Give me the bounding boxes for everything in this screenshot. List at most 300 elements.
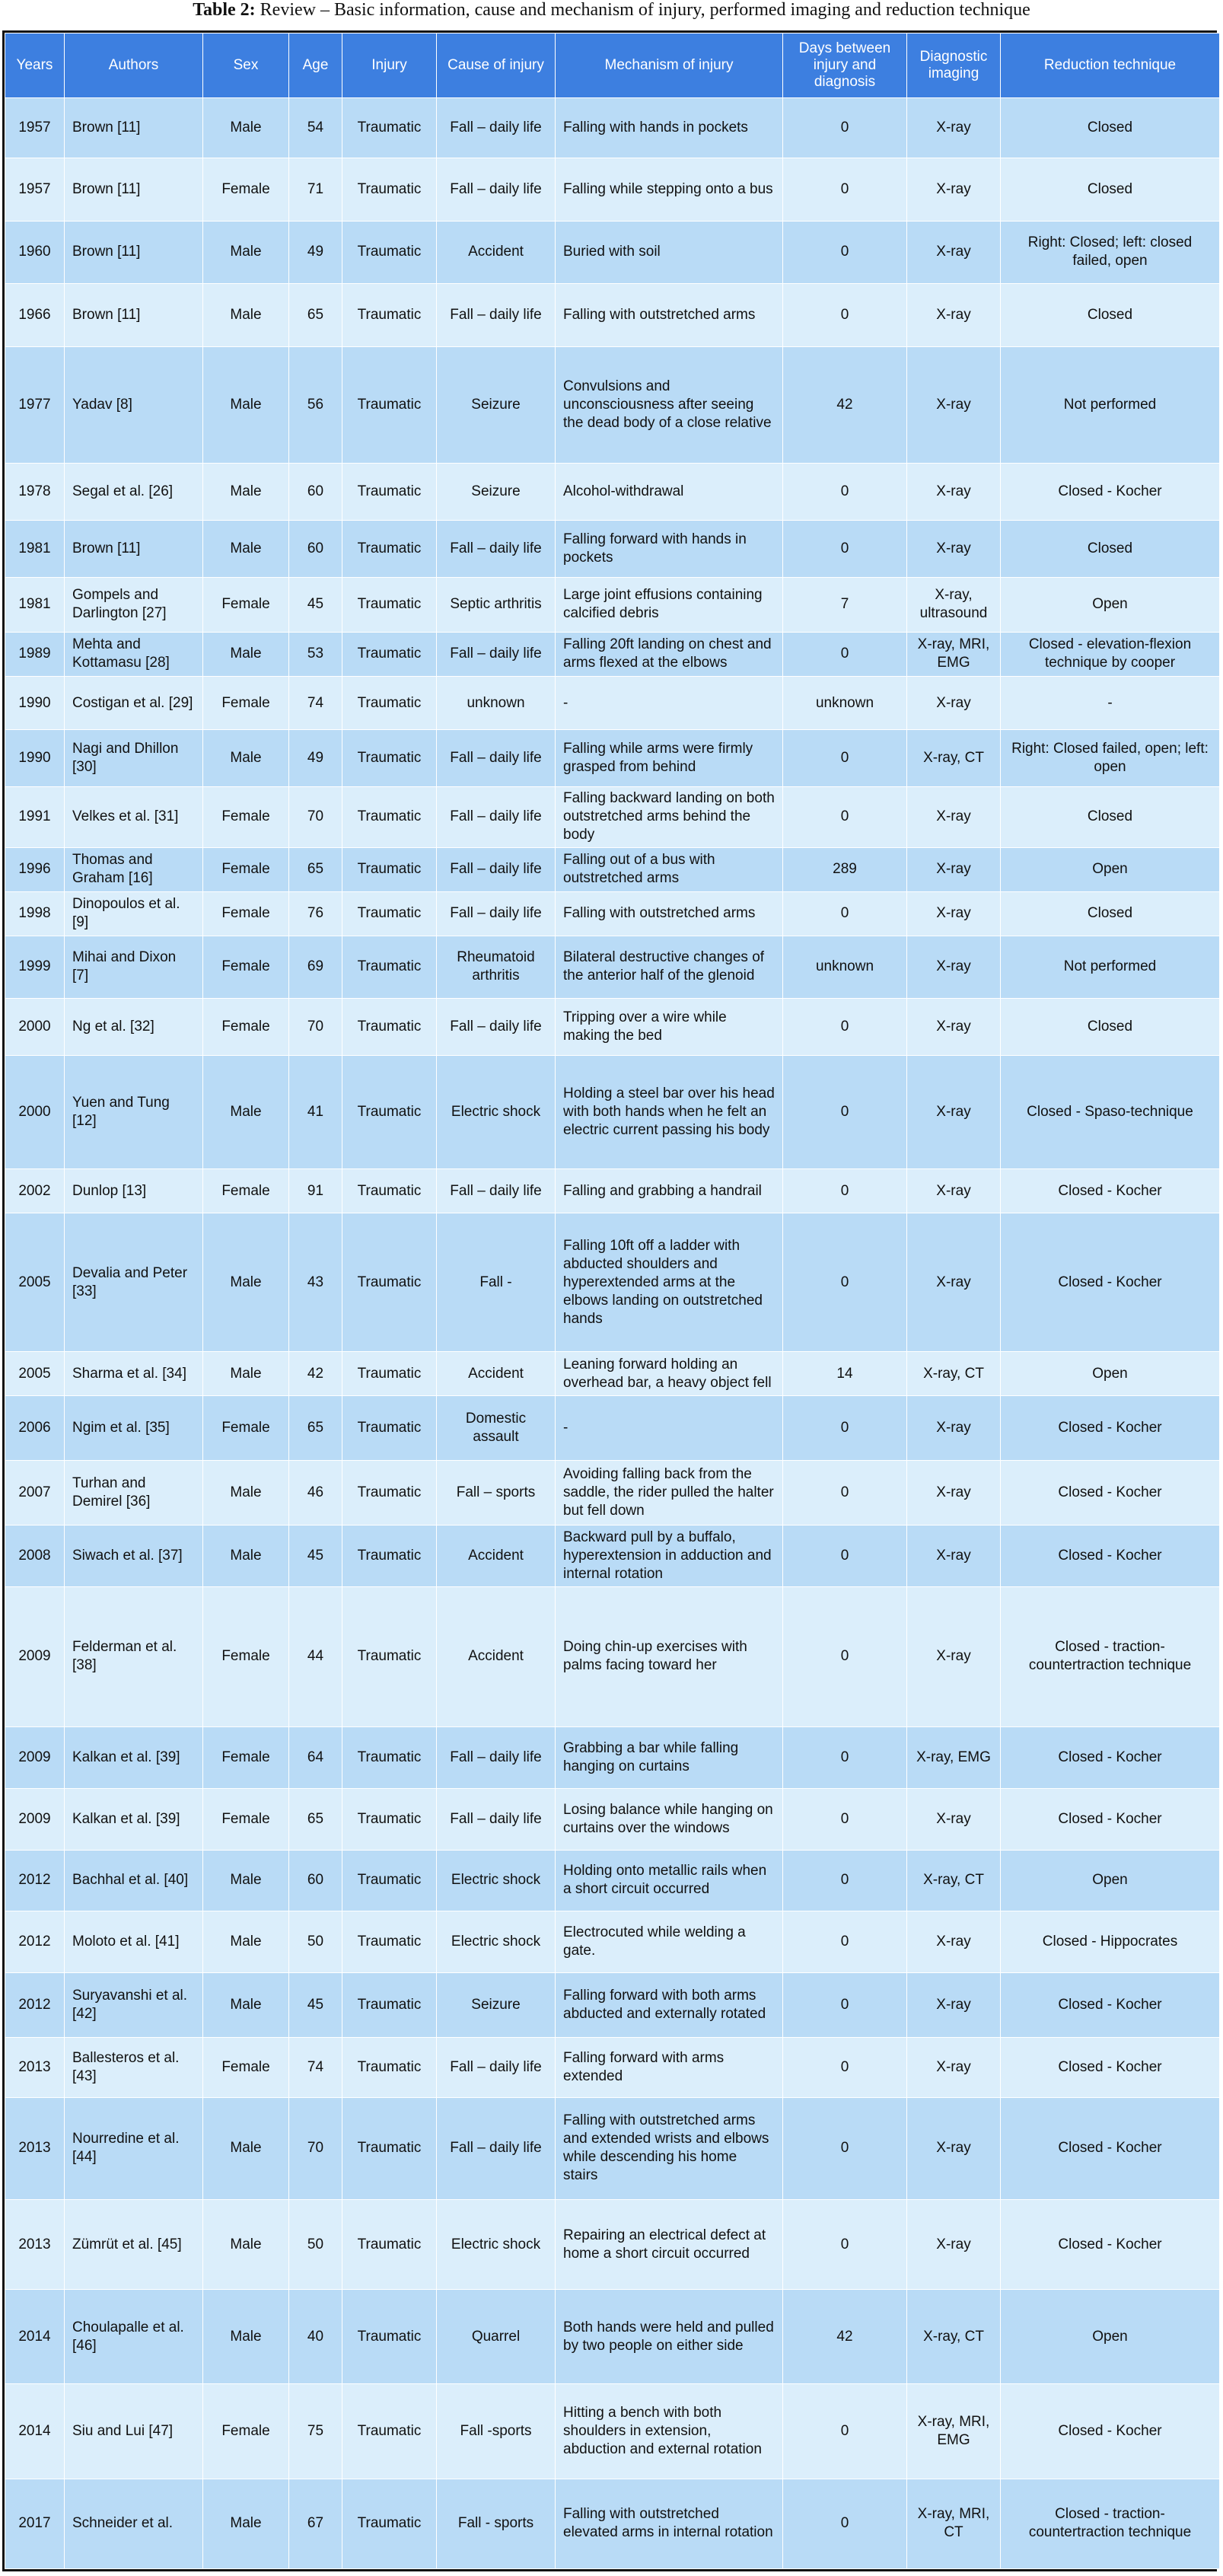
- cell-diagnostic-imaging: X-ray: [907, 786, 1001, 847]
- cell-injury: Traumatic: [342, 786, 437, 847]
- caption-text: Review – Basic information, cause and mechanism of injury, performed imaging and reduction technique: [255, 0, 1030, 20]
- cell-sex: Female: [203, 1788, 289, 1850]
- cell-reduction-technique: Closed - Kocher: [1001, 2200, 1220, 2290]
- table-body: [5, 98, 1220, 2569]
- cell-injury: Traumatic: [342, 1169, 437, 1213]
- cell-injury: Traumatic: [342, 464, 437, 521]
- cell-diagnostic-imaging: X-ray: [907, 999, 1001, 1056]
- cell-mechanism-of-injury: Backward pull by a buffalo, hyperextension in adduction and internal rotation: [556, 1525, 783, 1586]
- cell-years: 1966: [5, 284, 65, 347]
- cell-authors: Turhan and Demirel [36]: [65, 1461, 203, 1526]
- cell-cause-of-injury: Fall – sports: [437, 1461, 556, 1526]
- cell-days-between-injury-and-diagnosis: 0: [783, 786, 907, 847]
- cell-diagnostic-imaging: X-ray: [907, 847, 1001, 891]
- cell-cause-of-injury: Domestic assault: [437, 1396, 556, 1461]
- cell-cause-of-injury: Fall – daily life: [437, 891, 556, 936]
- cell-age: 65: [289, 847, 342, 891]
- cell-injury: Traumatic: [342, 2384, 437, 2479]
- cell-age: 45: [289, 1973, 342, 2038]
- cell-age: 74: [289, 2037, 342, 2097]
- cell-days-between-injury-and-diagnosis: 0: [783, 1461, 907, 1526]
- cell-days-between-injury-and-diagnosis: 0: [783, 1396, 907, 1461]
- cell-cause-of-injury: Fall - sports: [437, 2479, 556, 2568]
- cell-authors: Dunlop [13]: [65, 1169, 203, 1213]
- cell-cause-of-injury: Accident: [437, 1525, 556, 1586]
- cell-years: 1981: [5, 577, 65, 632]
- cell-sex: Male: [203, 1911, 289, 1973]
- table-row: [5, 936, 1220, 999]
- cell-mechanism-of-injury: Hitting a bench with both shoulders in extension, abduction and external rotation: [556, 2384, 783, 2479]
- cell-cause-of-injury: Fall – daily life: [437, 1727, 556, 1789]
- cell-diagnostic-imaging: X-ray: [907, 98, 1001, 158]
- cell-years: 2014: [5, 2384, 65, 2479]
- cell-injury: Traumatic: [342, 1788, 437, 1850]
- cell-sex: Male: [203, 2290, 289, 2384]
- cell-cause-of-injury: Rheumatoid arthritis: [437, 936, 556, 999]
- cell-days-between-injury-and-diagnosis: 0: [783, 632, 907, 676]
- cell-mechanism-of-injury: Falling 20ft landing on chest and arms flexed at the elbows: [556, 632, 783, 676]
- cell-sex: Male: [203, 2097, 289, 2200]
- cell-reduction-technique: Closed - Kocher: [1001, 1213, 1220, 1351]
- cell-authors: Velkes et al. [31]: [65, 786, 203, 847]
- cell-sex: Male: [203, 284, 289, 347]
- cell-years: 2009: [5, 1727, 65, 1789]
- cell-reduction-technique: Closed - Kocher: [1001, 2097, 1220, 2200]
- table-row: [5, 1525, 1220, 1586]
- cell-reduction-technique: Right: Closed; left: closed failed, open: [1001, 221, 1220, 284]
- cell-sex: Male: [203, 1352, 289, 1396]
- cell-diagnostic-imaging: X-ray, CT: [907, 1352, 1001, 1396]
- table-row: [5, 2037, 1220, 2097]
- cell-diagnostic-imaging: X-ray: [907, 676, 1001, 729]
- table-row: [5, 158, 1220, 221]
- cell-days-between-injury-and-diagnosis: 42: [783, 347, 907, 464]
- cell-diagnostic-imaging: X-ray, CT: [907, 2290, 1001, 2384]
- cell-years: 1957: [5, 158, 65, 221]
- table-row: [5, 2200, 1220, 2290]
- cell-authors: Dinopoulos et al. [9]: [65, 891, 203, 936]
- review-table-container: [2, 30, 1217, 2571]
- cell-reduction-technique: Closed: [1001, 520, 1220, 577]
- cell-reduction-technique: Closed: [1001, 891, 1220, 936]
- cell-diagnostic-imaging: X-ray: [907, 520, 1001, 577]
- cell-reduction-technique: Closed - traction-countertraction technique: [1001, 1586, 1220, 1726]
- cell-age: 49: [289, 221, 342, 284]
- cell-authors: Brown [11]: [65, 221, 203, 284]
- cell-authors: Ngim et al. [35]: [65, 1396, 203, 1461]
- cell-cause-of-injury: Electric shock: [437, 1850, 556, 1911]
- cell-years: 2005: [5, 1352, 65, 1396]
- cell-cause-of-injury: Electric shock: [437, 1055, 556, 1168]
- cell-mechanism-of-injury: Falling with outstretched arms: [556, 284, 783, 347]
- cell-years: 1960: [5, 221, 65, 284]
- cell-years: 2012: [5, 1973, 65, 2038]
- cell-age: 43: [289, 1213, 342, 1351]
- cell-days-between-injury-and-diagnosis: 0: [783, 221, 907, 284]
- table-row: [5, 2290, 1220, 2384]
- cell-cause-of-injury: Fall – daily life: [437, 847, 556, 891]
- cell-reduction-technique: Closed: [1001, 786, 1220, 847]
- cell-mechanism-of-injury: Avoiding falling back from the saddle, the rider pulled the halter but fell down: [556, 1461, 783, 1526]
- table-row: [5, 1973, 1220, 2038]
- cell-reduction-technique: Closed: [1001, 98, 1220, 158]
- cell-reduction-technique: -: [1001, 676, 1220, 729]
- cell-sex: Male: [203, 2479, 289, 2568]
- cell-mechanism-of-injury: Tripping over a wire while making the bed: [556, 999, 783, 1056]
- cell-diagnostic-imaging: X-ray: [907, 2097, 1001, 2200]
- cell-days-between-injury-and-diagnosis: 7: [783, 577, 907, 632]
- cell-days-between-injury-and-diagnosis: 0: [783, 98, 907, 158]
- cell-authors: Thomas and Graham [16]: [65, 847, 203, 891]
- cell-authors: Ng et al. [32]: [65, 999, 203, 1056]
- cell-cause-of-injury: Fall – daily life: [437, 786, 556, 847]
- cell-years: 1996: [5, 847, 65, 891]
- cell-reduction-technique: Open: [1001, 2290, 1220, 2384]
- cell-years: 2013: [5, 2200, 65, 2290]
- column-header-diagnostic-imaging: Diagnostic imaging: [907, 33, 1001, 98]
- cell-sex: Male: [203, 98, 289, 158]
- cell-injury: Traumatic: [342, 676, 437, 729]
- cell-authors: Mihai and Dixon [7]: [65, 936, 203, 999]
- cell-authors: Kalkan et al. [39]: [65, 1788, 203, 1850]
- cell-reduction-technique: Closed - Hippocrates: [1001, 1911, 1220, 1973]
- cell-years: 2014: [5, 2290, 65, 2384]
- column-header-sex: Sex: [203, 33, 289, 98]
- cell-age: 46: [289, 1461, 342, 1526]
- table-row: [5, 520, 1220, 577]
- cell-years: 2013: [5, 2097, 65, 2200]
- cell-days-between-injury-and-diagnosis: 0: [783, 1055, 907, 1168]
- cell-diagnostic-imaging: X-ray: [907, 2200, 1001, 2290]
- cell-injury: Traumatic: [342, 577, 437, 632]
- cell-days-between-injury-and-diagnosis: 14: [783, 1352, 907, 1396]
- cell-cause-of-injury: Seizure: [437, 1973, 556, 2038]
- cell-reduction-technique: Closed - traction-countertraction technique: [1001, 2479, 1220, 2568]
- cell-sex: Female: [203, 158, 289, 221]
- cell-mechanism-of-injury: Falling while stepping onto a bus: [556, 158, 783, 221]
- cell-injury: Traumatic: [342, 730, 437, 787]
- cell-days-between-injury-and-diagnosis: 0: [783, 2097, 907, 2200]
- table-row: [5, 577, 1220, 632]
- cell-authors: Kalkan et al. [39]: [65, 1727, 203, 1789]
- cell-days-between-injury-and-diagnosis: 0: [783, 284, 907, 347]
- cell-injury: Traumatic: [342, 1213, 437, 1351]
- cell-diagnostic-imaging: X-ray, MRI, EMG: [907, 2384, 1001, 2479]
- cell-authors: Mehta and Kottamasu [28]: [65, 632, 203, 676]
- cell-years: 2009: [5, 1586, 65, 1726]
- table-row: [5, 98, 1220, 158]
- cell-sex: Male: [203, 1525, 289, 1586]
- cell-years: 1977: [5, 347, 65, 464]
- cell-injury: Traumatic: [342, 2479, 437, 2568]
- table-row: [5, 676, 1220, 729]
- cell-cause-of-injury: Fall – daily life: [437, 730, 556, 787]
- cell-age: 75: [289, 2384, 342, 2479]
- table-row: [5, 786, 1220, 847]
- cell-age: 65: [289, 1788, 342, 1850]
- cell-age: 45: [289, 577, 342, 632]
- cell-cause-of-injury: unknown: [437, 676, 556, 729]
- cell-sex: Female: [203, 1586, 289, 1726]
- table-row: [5, 1911, 1220, 1973]
- cell-years: 1978: [5, 464, 65, 521]
- cell-cause-of-injury: Fall – daily life: [437, 98, 556, 158]
- cell-mechanism-of-injury: Holding a steel bar over his head with both hands when he felt an electric current passing his body: [556, 1055, 783, 1168]
- cell-age: 54: [289, 98, 342, 158]
- table-row: [5, 999, 1220, 1056]
- cell-authors: Gompels and Darlington [27]: [65, 577, 203, 632]
- cell-cause-of-injury: Fall – daily life: [437, 999, 556, 1056]
- cell-injury: Traumatic: [342, 2200, 437, 2290]
- cell-cause-of-injury: Electric shock: [437, 2200, 556, 2290]
- cell-days-between-injury-and-diagnosis: 0: [783, 158, 907, 221]
- cell-reduction-technique: Right: Closed failed, open; left: open: [1001, 730, 1220, 787]
- cell-mechanism-of-injury: Falling forward with arms extended: [556, 2037, 783, 2097]
- cell-mechanism-of-injury: Electrocuted while welding a gate.: [556, 1911, 783, 1973]
- cell-days-between-injury-and-diagnosis: 0: [783, 1169, 907, 1213]
- cell-years: 1989: [5, 632, 65, 676]
- cell-diagnostic-imaging: X-ray: [907, 2037, 1001, 2097]
- cell-days-between-injury-and-diagnosis: 0: [783, 1973, 907, 2038]
- cell-age: 60: [289, 520, 342, 577]
- cell-reduction-technique: Not performed: [1001, 936, 1220, 999]
- cell-reduction-technique: Closed - Kocher: [1001, 2037, 1220, 2097]
- cell-diagnostic-imaging: X-ray: [907, 1055, 1001, 1168]
- column-header-days-between-injury-and-diagnosis: Days between injury and diagnosis: [783, 33, 907, 98]
- cell-sex: Male: [203, 520, 289, 577]
- cell-reduction-technique: Open: [1001, 1352, 1220, 1396]
- cell-injury: Traumatic: [342, 1396, 437, 1461]
- cell-diagnostic-imaging: X-ray: [907, 158, 1001, 221]
- cell-age: 60: [289, 464, 342, 521]
- cell-years: 2012: [5, 1850, 65, 1911]
- cell-diagnostic-imaging: X-ray: [907, 1461, 1001, 1526]
- cell-injury: Traumatic: [342, 936, 437, 999]
- cell-diagnostic-imaging: X-ray: [907, 1396, 1001, 1461]
- cell-injury: Traumatic: [342, 1911, 437, 1973]
- cell-diagnostic-imaging: X-ray, CT: [907, 730, 1001, 787]
- cell-sex: Male: [203, 1973, 289, 2038]
- cell-age: 65: [289, 1396, 342, 1461]
- cell-authors: Siu and Lui [47]: [65, 2384, 203, 2479]
- cell-years: 2008: [5, 1525, 65, 1586]
- column-header-reduction-technique: Reduction technique: [1001, 33, 1220, 98]
- cell-sex: Female: [203, 1169, 289, 1213]
- cell-days-between-injury-and-diagnosis: 0: [783, 999, 907, 1056]
- cell-authors: Schneider et al.: [65, 2479, 203, 2568]
- cell-years: 2007: [5, 1461, 65, 1526]
- cell-reduction-technique: Closed - Spaso-technique: [1001, 1055, 1220, 1168]
- cell-cause-of-injury: Fall – daily life: [437, 2037, 556, 2097]
- cell-days-between-injury-and-diagnosis: 0: [783, 1525, 907, 1586]
- cell-authors: Brown [11]: [65, 98, 203, 158]
- cell-injury: Traumatic: [342, 347, 437, 464]
- cell-injury: Traumatic: [342, 891, 437, 936]
- cell-mechanism-of-injury: Convulsions and unconsciousness after seeing the dead body of a close relative: [556, 347, 783, 464]
- cell-days-between-injury-and-diagnosis: 289: [783, 847, 907, 891]
- cell-age: 70: [289, 2097, 342, 2200]
- cell-mechanism-of-injury: Falling while arms were firmly grasped from behind: [556, 730, 783, 787]
- table-row: [5, 2479, 1220, 2568]
- cell-cause-of-injury: Fall – daily life: [437, 284, 556, 347]
- cell-mechanism-of-injury: Falling backward landing on both outstretched arms behind the body: [556, 786, 783, 847]
- cell-sex: Female: [203, 1727, 289, 1789]
- cell-mechanism-of-injury: Falling with hands in pockets: [556, 98, 783, 158]
- cell-years: 2009: [5, 1788, 65, 1850]
- cell-mechanism-of-injury: Falling forward with hands in pockets: [556, 520, 783, 577]
- cell-injury: Traumatic: [342, 284, 437, 347]
- table-row: [5, 221, 1220, 284]
- cell-years: 1957: [5, 98, 65, 158]
- table-row: [5, 632, 1220, 676]
- cell-mechanism-of-injury: Bilateral destructive changes of the anterior half of the glenoid: [556, 936, 783, 999]
- cell-age: 76: [289, 891, 342, 936]
- cell-age: 65: [289, 284, 342, 347]
- cell-reduction-technique: Closed - Kocher: [1001, 464, 1220, 521]
- cell-mechanism-of-injury: -: [556, 676, 783, 729]
- cell-reduction-technique: Closed - Kocher: [1001, 1973, 1220, 2038]
- cell-sex: Male: [203, 1850, 289, 1911]
- cell-sex: Female: [203, 936, 289, 999]
- cell-reduction-technique: Not performed: [1001, 347, 1220, 464]
- table-row: [5, 847, 1220, 891]
- caption-label: Table 2:: [193, 0, 256, 20]
- cell-cause-of-injury: Fall – daily life: [437, 158, 556, 221]
- cell-years: 2005: [5, 1213, 65, 1351]
- cell-days-between-injury-and-diagnosis: 0: [783, 1213, 907, 1351]
- table-row: [5, 1055, 1220, 1168]
- cell-cause-of-injury: Fall – daily life: [437, 520, 556, 577]
- cell-age: 50: [289, 1911, 342, 1973]
- cell-authors: Brown [11]: [65, 284, 203, 347]
- cell-age: 56: [289, 347, 342, 464]
- table-row: [5, 1727, 1220, 1789]
- cell-days-between-injury-and-diagnosis: 0: [783, 1727, 907, 1789]
- cell-injury: Traumatic: [342, 1973, 437, 2038]
- table-row: [5, 891, 1220, 936]
- cell-injury: Traumatic: [342, 1461, 437, 1526]
- column-header-age: Age: [289, 33, 342, 98]
- table-row: [5, 1788, 1220, 1850]
- cell-sex: Male: [203, 1213, 289, 1351]
- cell-mechanism-of-injury: Large joint effusions containing calcified debris: [556, 577, 783, 632]
- cell-mechanism-of-injury: Holding onto metallic rails when a short circuit occurred: [556, 1850, 783, 1911]
- table-row: [5, 464, 1220, 521]
- cell-days-between-injury-and-diagnosis: 0: [783, 1586, 907, 1726]
- cell-injury: Traumatic: [342, 1586, 437, 1726]
- cell-sex: Female: [203, 999, 289, 1056]
- cell-mechanism-of-injury: Falling out of a bus with outstretched arms: [556, 847, 783, 891]
- cell-age: 70: [289, 786, 342, 847]
- cell-sex: Female: [203, 891, 289, 936]
- cell-injury: Traumatic: [342, 1850, 437, 1911]
- cell-diagnostic-imaging: X-ray: [907, 284, 1001, 347]
- cell-age: 64: [289, 1727, 342, 1789]
- cell-days-between-injury-and-diagnosis: 0: [783, 520, 907, 577]
- cell-diagnostic-imaging: X-ray: [907, 1169, 1001, 1213]
- table-row: [5, 1586, 1220, 1726]
- cell-authors: Nourredine et al. [44]: [65, 2097, 203, 2200]
- cell-years: 1991: [5, 786, 65, 847]
- cell-diagnostic-imaging: X-ray, MRI, CT: [907, 2479, 1001, 2568]
- cell-age: 42: [289, 1352, 342, 1396]
- cell-reduction-technique: Closed: [1001, 158, 1220, 221]
- cell-authors: Moloto et al. [41]: [65, 1911, 203, 1973]
- cell-reduction-technique: Closed - Kocher: [1001, 1525, 1220, 1586]
- cell-years: 2000: [5, 999, 65, 1056]
- cell-mechanism-of-injury: Buried with soil: [556, 221, 783, 284]
- table-row: [5, 1169, 1220, 1213]
- cell-injury: Traumatic: [342, 2290, 437, 2384]
- cell-reduction-technique: Closed: [1001, 284, 1220, 347]
- cell-mechanism-of-injury: Falling with outstretched arms: [556, 891, 783, 936]
- cell-mechanism-of-injury: Both hands were held and pulled by two people on either side: [556, 2290, 783, 2384]
- cell-injury: Traumatic: [342, 2097, 437, 2200]
- cell-authors: Siwach et al. [37]: [65, 1525, 203, 1586]
- cell-cause-of-injury: Fall – daily life: [437, 1788, 556, 1850]
- cell-mechanism-of-injury: Falling and grabbing a handrail: [556, 1169, 783, 1213]
- cell-days-between-injury-and-diagnosis: 0: [783, 891, 907, 936]
- cell-sex: Female: [203, 577, 289, 632]
- cell-sex: Male: [203, 632, 289, 676]
- cell-injury: Traumatic: [342, 632, 437, 676]
- table-row: [5, 2097, 1220, 2200]
- cell-age: 44: [289, 1586, 342, 1726]
- cell-years: 1999: [5, 936, 65, 999]
- cell-injury: Traumatic: [342, 1525, 437, 1586]
- cell-cause-of-injury: Electric shock: [437, 1911, 556, 1973]
- cell-cause-of-injury: Accident: [437, 1586, 556, 1726]
- cell-diagnostic-imaging: X-ray: [907, 1911, 1001, 1973]
- cell-days-between-injury-and-diagnosis: 0: [783, 2384, 907, 2479]
- table-row: [5, 1396, 1220, 1461]
- cell-authors: Suryavanshi et al. [42]: [65, 1973, 203, 2038]
- cell-mechanism-of-injury: Losing balance while hanging on curtains over the windows: [556, 1788, 783, 1850]
- cell-authors: Brown [11]: [65, 520, 203, 577]
- cell-diagnostic-imaging: X-ray, CT: [907, 1850, 1001, 1911]
- cell-mechanism-of-injury: Doing chin-up exercises with palms facing toward her: [556, 1586, 783, 1726]
- table-row: [5, 1850, 1220, 1911]
- cell-sex: Male: [203, 347, 289, 464]
- table-row: [5, 347, 1220, 464]
- cell-diagnostic-imaging: X-ray: [907, 891, 1001, 936]
- cell-injury: Traumatic: [342, 1055, 437, 1168]
- cell-sex: Female: [203, 1396, 289, 1461]
- cell-days-between-injury-and-diagnosis: unknown: [783, 936, 907, 999]
- cell-years: 2013: [5, 2037, 65, 2097]
- cell-diagnostic-imaging: X-ray: [907, 347, 1001, 464]
- cell-age: 70: [289, 999, 342, 1056]
- cell-age: 49: [289, 730, 342, 787]
- cell-mechanism-of-injury: Falling 10ft off a ladder with abducted shoulders and hyperextended arms at the elbows landing on outstretched hands: [556, 1213, 783, 1351]
- cell-age: 67: [289, 2479, 342, 2568]
- cell-sex: Female: [203, 2037, 289, 2097]
- table-row: [5, 2384, 1220, 2479]
- cell-cause-of-injury: Accident: [437, 1352, 556, 1396]
- review-table: [5, 33, 1220, 2569]
- cell-years: 2006: [5, 1396, 65, 1461]
- cell-age: 60: [289, 1850, 342, 1911]
- cell-reduction-technique: Closed - Kocher: [1001, 1396, 1220, 1461]
- cell-mechanism-of-injury: Alcohol-withdrawal: [556, 464, 783, 521]
- cell-mechanism-of-injury: Leaning forward holding an overhead bar, a heavy object fell: [556, 1352, 783, 1396]
- cell-days-between-injury-and-diagnosis: 0: [783, 730, 907, 787]
- cell-age: 91: [289, 1169, 342, 1213]
- cell-mechanism-of-injury: Falling with outstretched elevated arms in internal rotation: [556, 2479, 783, 2568]
- cell-authors: Ballesteros et al. [43]: [65, 2037, 203, 2097]
- cell-age: 53: [289, 632, 342, 676]
- cell-reduction-technique: Open: [1001, 1850, 1220, 1911]
